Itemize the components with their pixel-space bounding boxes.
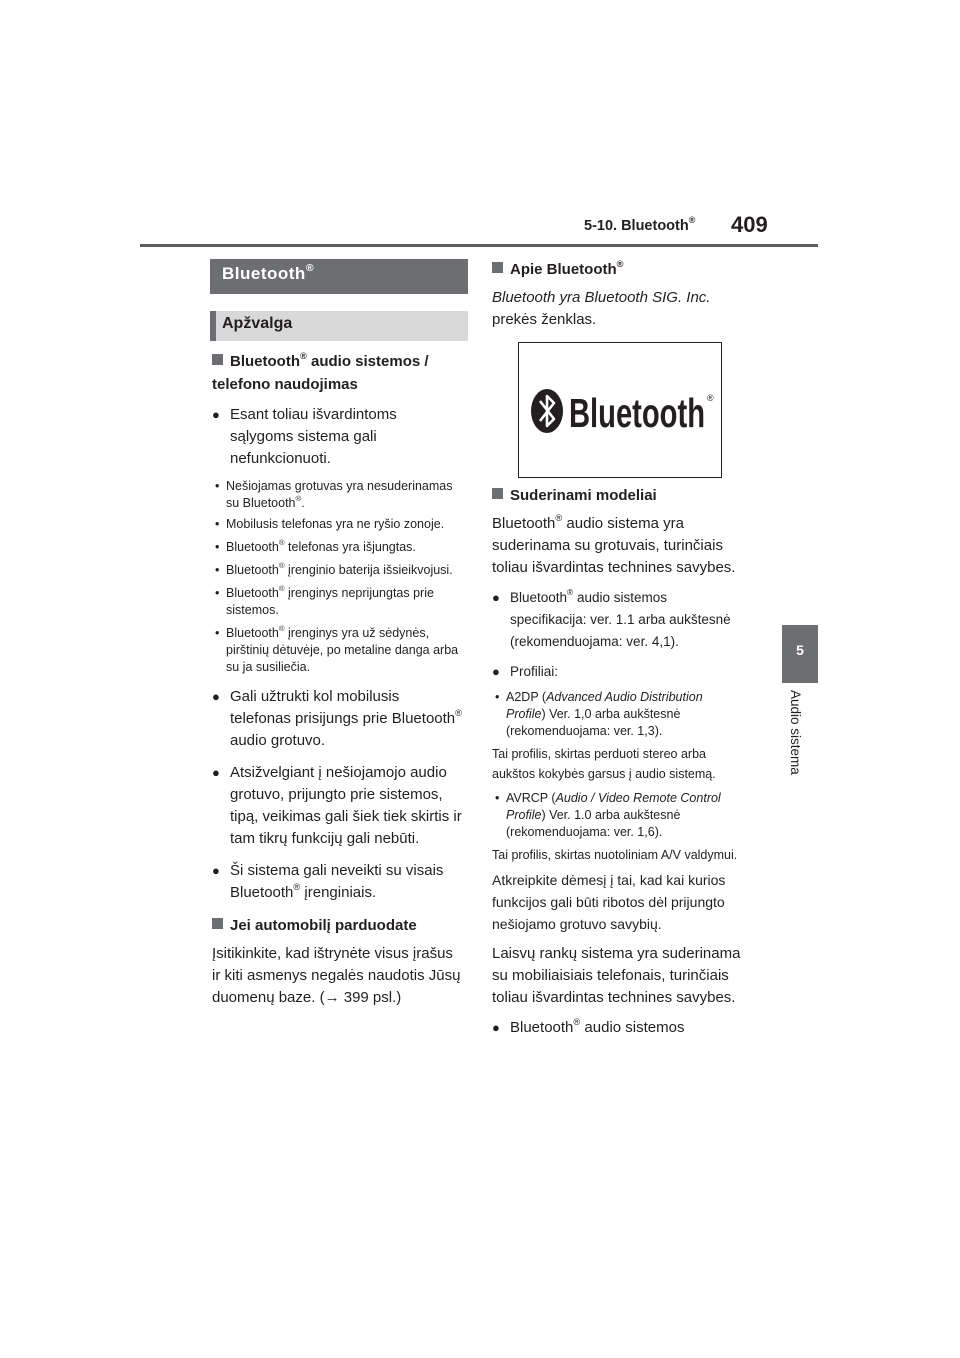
bullet-player-type: ● Atsižvelgiant į nešiojamojo audio grotuvo, prijungto prie sistemos, tipą, veikimas gali šiek tiek skirtis ir tam tikrų funkcijų gali nebūti. <box>212 762 464 850</box>
chapter-label: Audio sistema <box>788 690 803 775</box>
sub-item: • Mobilusis telefonas yra ne ryšio zonoje. <box>212 516 464 533</box>
profile-a2dp: • A2DP (Advanced Audio Distribution Profile) Ver. 1,0 arba aukštesnė (rekomenduojama: ver. 1,3). <box>492 689 744 740</box>
sub-item: • Bluetooth® įrenginys yra už sėdynės, pirštinių dėtuvėje, po metaline danga arba su ja susiliečia. <box>212 625 464 676</box>
header-rule <box>140 244 818 247</box>
subtitle-accent <box>210 311 216 341</box>
bullet-specification: ● Bluetooth® audio sistemos specifikacija: ver. 1.1 arba aukštesnė (rekomenduojama: ver. 4,1). <box>492 587 744 653</box>
page-number: 409 <box>731 212 768 237</box>
right-column-lower <box>492 484 744 1039</box>
square-bullet-icon <box>212 918 223 929</box>
bullet-compatibility: ● Ši sistema gali neveikti su visais Bluetooth® įrenginiais. <box>212 860 464 904</box>
sub-item: • Nešiojamas grotuvas yra nesuderinamas su Bluetooth®. <box>212 478 464 512</box>
page-title: Bluetooth® <box>222 261 315 283</box>
bullet-profiles: ● Profiliai: <box>492 661 744 683</box>
subtitle: Apžvalga <box>222 315 293 332</box>
square-bullet-icon <box>492 488 503 499</box>
heading-usage: Bluetooth® audio sistemos / telefono naudojimas <box>212 350 429 393</box>
chapter-number: 5 <box>796 642 804 658</box>
sub-item: • Bluetooth® telefonas yra išjungtas. <box>212 539 464 556</box>
profile-a2dp-note: Tai profilis, skirtas perduoti stereo arba aukštos kokybės garsus į audio sistemą. <box>492 747 716 781</box>
bullet-connect-time: ● Gali užtrukti kol mobilusis telefonas prisijungs prie Bluetooth® audio grotuvo. <box>212 686 464 752</box>
heading-compatible-models: Suderinami modeliai <box>492 484 744 507</box>
bluetooth-wordmark: Bluetooth <box>569 390 705 436</box>
bullet-audio-system: ● Bluetooth® audio sistemos <box>492 1017 744 1039</box>
bluetooth-logo <box>518 342 722 478</box>
paragraph-handsfree: Laisvų rankų sistema yra suderinama su mobiliaisiais telefonais, turinčiais toliau išvardintas technines savybes. <box>492 945 741 1006</box>
bluetooth-rune-icon <box>519 343 723 479</box>
sub-item: • Bluetooth® įrenginio baterija išsieikvojusi. <box>212 562 464 579</box>
paragraph-selling: Įsitikinkite, kad ištrynėte visus įrašus ir kiti asmenys negalės naudotis Jūsų duomenų baze. (→ 399 psl.) <box>212 945 461 1006</box>
bullet-conditions: ● Esant toliau išvardintoms sąlygoms sistema gali nefunkcionuoti. <box>212 404 464 470</box>
paragraph-trademark: Bluetooth yra Bluetooth SIG. Inc. prekės ženklas. <box>492 289 711 328</box>
profile-avrcp: • AVRCP (Audio / Video Remote Control Profile) Ver. 1.0 arba aukštesnė (rekomenduojama: ver. 1,6). <box>492 790 744 841</box>
profile-avrcp-note: Tai profilis, skirtas nuotoliniam A/V valdymui. <box>492 848 738 862</box>
sub-item: • Bluetooth® įrenginys neprijungtas prie sistemos. <box>212 585 464 619</box>
left-column <box>212 350 464 1009</box>
section-title: 5-10. Bluetooth® <box>584 214 696 234</box>
right-column <box>492 258 742 331</box>
heading-selling: Jei automobilį parduodate <box>212 914 464 937</box>
heading-about: Apie Bluetooth® <box>492 258 742 281</box>
paragraph-limitations: Atkreipkite dėmesį į tai, kad kai kurios funkcijos gali būti ribotos dėl prijungto nešiojamo grotuvo savybių. <box>492 872 726 932</box>
bluetooth-reg-mark: ® <box>707 393 714 403</box>
square-bullet-icon <box>492 262 503 273</box>
paragraph-compatible: Bluetooth® audio sistema yra suderinama su grotuvais, turinčiais toliau išvardintas technines savybes. <box>492 512 736 576</box>
square-bullet-icon <box>212 354 223 365</box>
